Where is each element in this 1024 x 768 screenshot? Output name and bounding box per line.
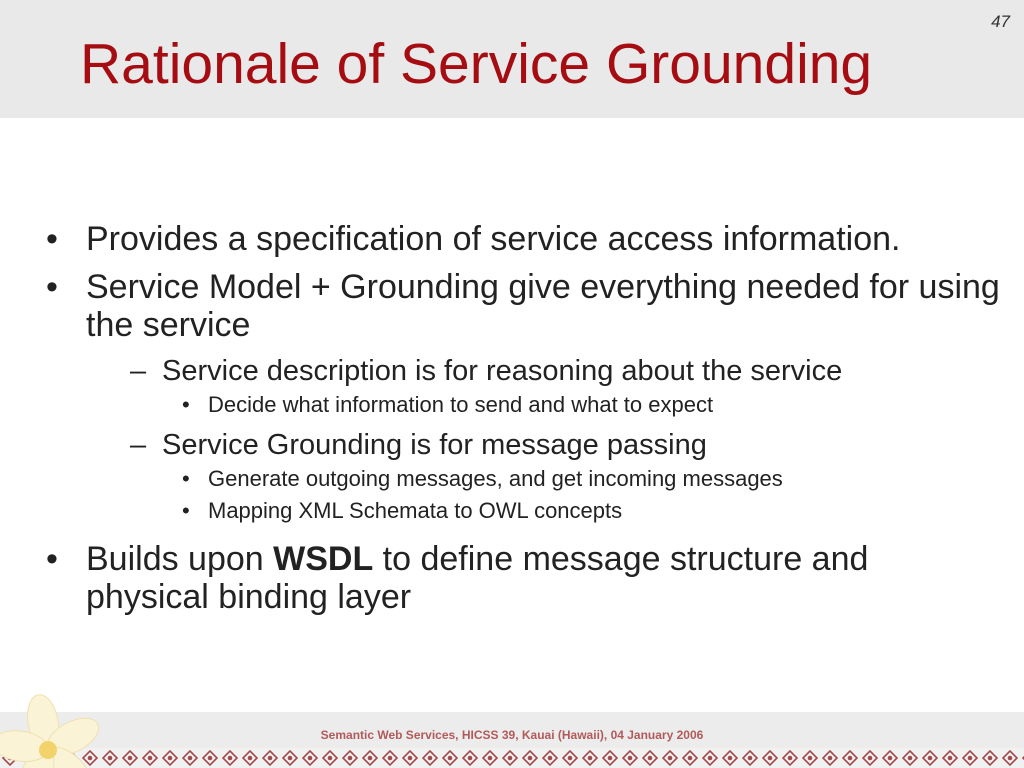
bullet-model-grounding: • Service Model + Grounding give everything needed for using the service xyxy=(40,268,1000,344)
tapa-pattern-border xyxy=(0,748,1024,768)
slide-content xyxy=(40,220,1000,626)
sub-bullet-service-description: – Service description is for reasoning about the service xyxy=(130,354,1000,388)
sub-sub-bullet-mapping-xml: • Mapping XML Schemata to OWL concepts xyxy=(180,496,1000,526)
sub-bullet-service-grounding: – Service Grounding is for message passing xyxy=(130,428,1000,462)
sub-sub-bullet-decide-info: • Decide what information to send and what to expect xyxy=(180,390,1000,420)
slide-title: Rationale of Service Grounding xyxy=(80,32,873,96)
wsdl-term: WSDL xyxy=(273,540,374,578)
bullet-wsdl-suffix: to define message structure and physical binding layer xyxy=(86,540,869,616)
sub-sub-bullet-generate-messages: • Generate outgoing messages, and get incoming messages xyxy=(180,464,1000,494)
plumeria-flower-icon xyxy=(0,684,110,768)
bullet-wsdl xyxy=(40,540,1000,616)
bullet-wsdl-prefix: Builds upon xyxy=(86,540,274,578)
slide-number: 47 xyxy=(991,12,1010,31)
footer-text: Semantic Web Services, HICSS 39, Kauai (Hawaii), 04 January 2006 xyxy=(320,728,704,742)
bullet-access-info: • Provides a specification of service access information. xyxy=(40,220,1000,258)
